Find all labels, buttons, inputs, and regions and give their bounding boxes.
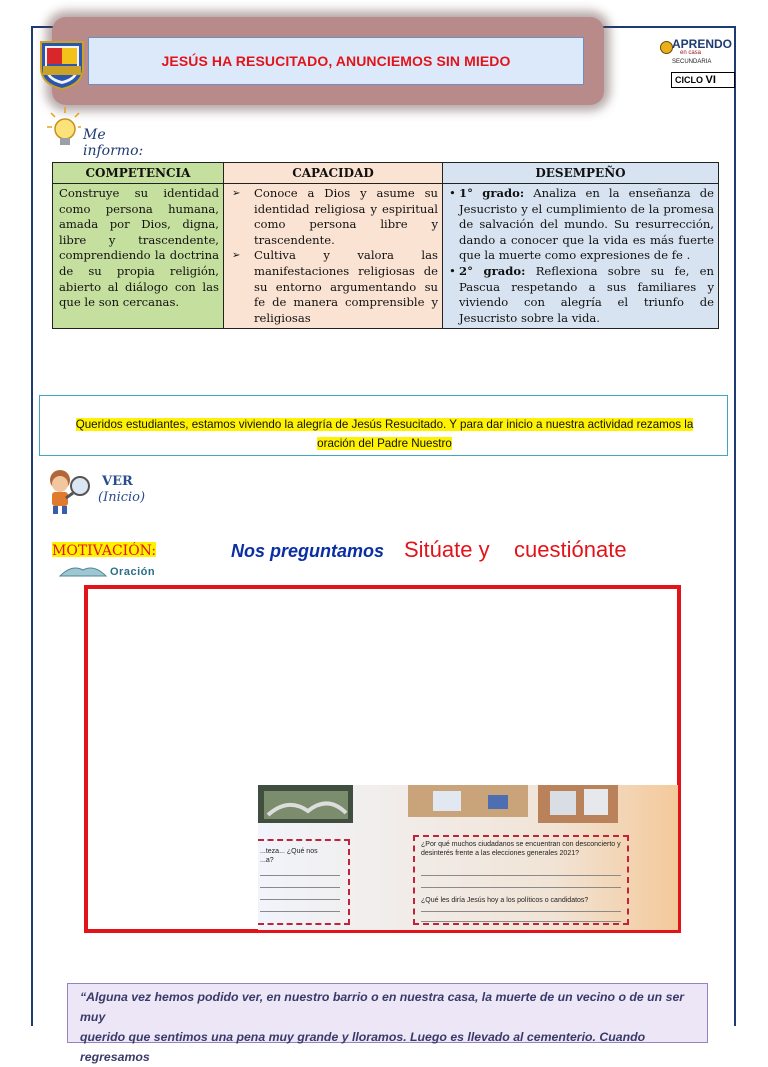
ciclo-value: VI	[705, 74, 716, 86]
desempeno-item	[459, 186, 714, 264]
question-left: ...teza... ¿Qué nos ...a?	[260, 848, 318, 864]
activity-illustration	[258, 785, 678, 930]
grade-label: 1° grado:	[459, 186, 525, 200]
aprendo-level: SECUNDARIA	[672, 59, 712, 65]
aprendo-en-casa-logo	[660, 37, 750, 71]
capacidad-cell	[224, 184, 443, 329]
ver-title: VER	[102, 474, 133, 489]
message-line-1: Queridos estudiantes, estamos viviendo la alegría de Jesús Resucitado. Y para dar inicio a nuestra actividad rezamos la	[75, 418, 694, 431]
ciclo-label: CICLO	[675, 75, 703, 85]
message-line-2: oración del Padre Nuestro	[317, 437, 452, 450]
desempeno-cell	[443, 184, 719, 329]
quote-line-1: “Alguna vez hemos podido ver, en nuestro barrio o en nuestra casa, la muerte de un vecino o de un ser muy	[80, 990, 685, 1024]
grade-label: 2° grado:	[459, 263, 526, 278]
ver-subtitle: (Inicio)	[98, 490, 146, 505]
desempeno-text: Reflexiona sobre su fe, en Pascua respetando a sus familiares y viviendo con alegría el triunfo de Jesucristo sobre la vida.	[459, 263, 715, 325]
question-right-2: ¿Qué les diría Jesús hoy a los políticos o candidatos?	[421, 897, 589, 904]
answer-line	[421, 875, 621, 876]
reflection-quote	[67, 983, 708, 1064]
answer-line	[421, 887, 621, 888]
nos-preguntamos-label: Nos preguntamos	[231, 541, 385, 561]
answer-line	[260, 899, 340, 900]
message-text	[48, 415, 721, 453]
me-informo-label: Me informo:	[83, 127, 144, 159]
header-competencia: COMPETENCIA	[53, 163, 224, 184]
quote-line-2: querido que sentimos una pena muy grande y lloramos. Luego es llevado al cementerio. Cuando regresamos	[80, 1030, 646, 1064]
answer-line	[421, 921, 621, 922]
ciclo-box	[671, 72, 735, 88]
oracion-label: Oración	[110, 566, 156, 578]
aprendo-title: APRENDO	[672, 37, 733, 51]
magnifier-kid-icon	[40, 466, 100, 516]
praying-hands-icon	[58, 562, 108, 580]
aprendo-subtitle: en casa	[680, 50, 702, 56]
desempeno-item	[459, 264, 714, 326]
table-header-row	[53, 163, 719, 184]
answer-line	[260, 911, 340, 912]
illustration-scenes	[258, 785, 678, 835]
capacidad-item: ➢ Conoce a Dios y asume su identidad religiosa y espiritual como persona libre y trascendente.	[254, 186, 438, 248]
oracion-section	[58, 562, 188, 584]
lightbulb-icon	[41, 103, 81, 153]
answer-line	[421, 911, 621, 912]
answer-line	[260, 875, 340, 876]
me-informo-section	[41, 103, 165, 161]
message-box	[39, 395, 728, 456]
question-box-left	[258, 839, 350, 925]
situate-heading: Sitúate y cuestiónate	[404, 537, 627, 562]
question-box-right	[413, 835, 629, 925]
competency-table	[52, 162, 719, 329]
desempeno-text: Analiza en la enseñanza de Jesucristo y el cumplimiento de la promesa de salvación del mundo. Su resurrección, dando a conocer que la vida es más fuerte que la muerte como expresiones de fe .	[459, 186, 715, 263]
header-capacidad: CAPACIDAD	[224, 163, 443, 184]
capacidad-item: ➢ Cultiva y valora las manifestaciones religiosas de su entorno argumentando su fe de manera comprensible y religiosas	[254, 248, 438, 326]
header-desempeno: DESEMPEÑO	[443, 163, 719, 184]
page-title: JESÚS HA RESUCITADO, ANUNCIEMOS SIN MIEDO	[161, 53, 511, 69]
motivacion-label: MOTIVACIÓN:	[52, 543, 157, 557]
question-right-1: ¿Por qué muchos ciudadanos se encuentran con desconcierto y desinterés frente a las elecciones generales 2021?	[421, 841, 621, 857]
competencia-cell: Construye su identidad como persona humana, amada por Dios, digna, libre y trascendente, comprendiendo la doctrina de su propia religión, abierto al diálogo con las que le son cercanas.	[53, 184, 224, 329]
school-logo	[37, 38, 87, 90]
ver-section	[40, 466, 180, 520]
table-row	[53, 184, 719, 329]
answer-line	[260, 887, 340, 888]
title-banner	[88, 37, 584, 85]
